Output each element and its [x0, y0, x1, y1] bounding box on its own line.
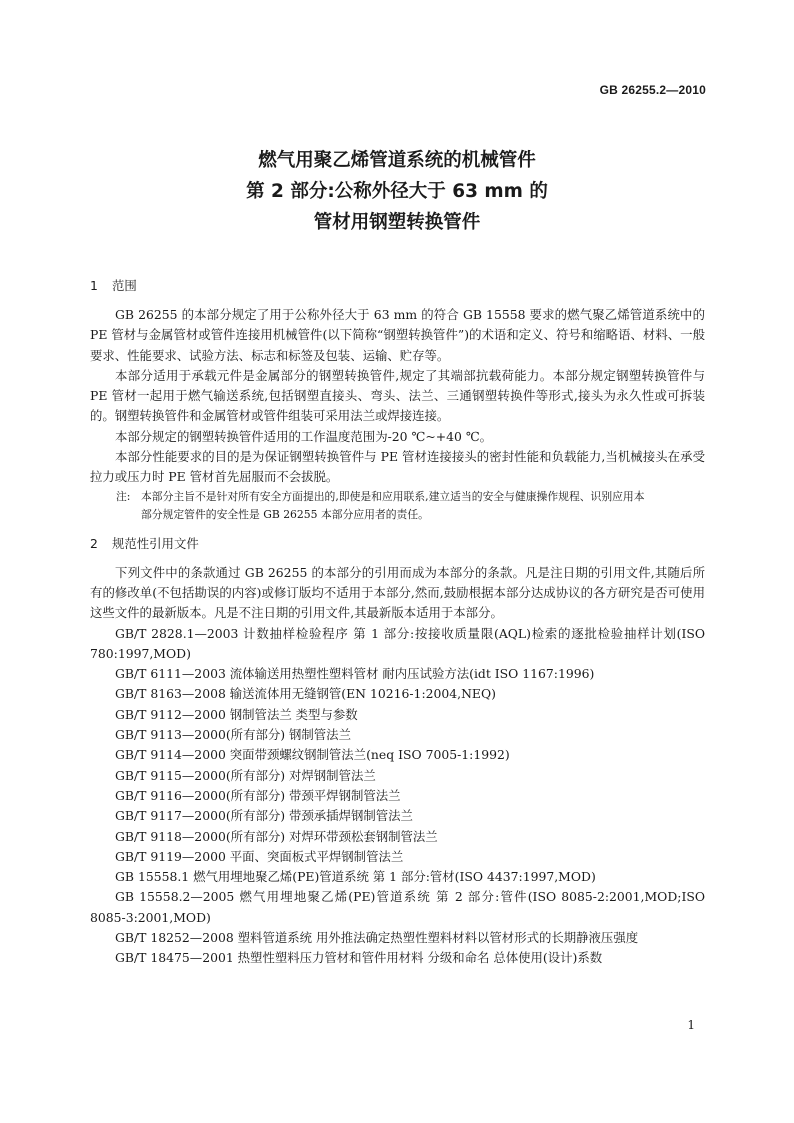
title-line-2: 第 2 部分:公称外径大于 63 mm 的	[246, 181, 548, 202]
scope-paragraph: 本部分规定的钢塑转换管件适用的工作温度范围为-20 ℃~+40 ℃。	[115, 428, 493, 444]
section-2-heading	[90, 534, 705, 554]
reference-item: GB/T 18252—2008 塑料管道系统 用外推法确定热塑性塑料材料以管材形式的长期静液压强度	[115, 930, 639, 946]
reference-item: GB/T 9113—2000(所有部分) 钢制管法兰	[115, 727, 351, 743]
reference-item: GB/T 2828.1—2003 计数抽样检验程序 第 1 部分:按接收质量限(AQL)检索的逐批检验抽样计划(ISO 780:1997,MOD)	[90, 625, 705, 661]
reference-item: GB/T 9114—2000 突面带颈螺纹钢制管法兰(neq ISO 7005-1:1992)	[115, 747, 510, 763]
reference-item: GB/T 9116—2000(所有部分) 带颈平焊钢制管法兰	[115, 787, 401, 803]
note-line-2: 部分规定管件的安全性是 GB 26255 本部分应用者的责任。	[141, 507, 429, 521]
scope-paragraph: 本部分性能要求的目的是为保证钢塑转换管件与 PE 管材连接接头的密封性能和负载能力,当机械接头在承受拉力或压力时 PE 管材首先屈服而不会拔脱。	[90, 449, 705, 485]
section-2-title: 规范性引用文件	[112, 535, 199, 551]
reference-item: GB/T 6111—2003 流体输送用热塑性塑料管材 耐内压试验方法(idt ISO 1167:1996)	[115, 666, 595, 682]
note-label: 注:	[116, 489, 131, 503]
reference-item: GB/T 9119—2000 平面、突面板式平焊钢制管法兰	[115, 848, 404, 864]
page-number: 1	[687, 1018, 695, 1032]
reference-item: GB/T 9118—2000(所有部分) 对焊环带颈松套钢制管法兰	[115, 828, 438, 844]
references-intro: 下列文件中的条款通过 GB 26255 的本部分的引用而成为本部分的条款。凡是注日期的引用文件,其随后所有的修改单(不包括勘误的内容)或修订版均不适用于本部分,然而,鼓励根据本部分达成协议的各方研究是否可使用这些文件的最新版本。凡是不注日期的引用文件,其最新版本适用于本部分。	[90, 564, 705, 621]
reference-item: GB/T 9117—2000(所有部分) 带颈承插焊钢制管法兰	[115, 808, 413, 824]
references-list	[90, 563, 705, 969]
reference-item: GB/T 9112—2000 钢制管法兰 类型与参数	[115, 706, 358, 722]
section-1-title: 范围	[112, 278, 137, 293]
reference-item: GB/T 18475—2001 热塑性塑料压力管材和管件用材料 分级和命名 总体使用(设计)系数	[115, 950, 603, 966]
standard-code: GB 26255.2—2010	[599, 83, 706, 97]
reference-item: GB/T 8163—2008 输送流体用无缝钢管(EN 10216-1:2004,NEQ)	[115, 686, 496, 702]
scope-paragraph: 本部分适用于承载元件是金属部分的钢塑转换管件,规定了其端部抗载荷能力。本部分规定钢塑转换管件与 PE 管材一起用于燃气输送系统,包括钢塑直接头、弯头、法兰、三通钢塑转换件等形式,接头为永久性或可拆装的。钢塑转换管件和金属管材或管件组装可采用法兰或焊接连接。	[90, 367, 705, 424]
document-title	[0, 145, 794, 238]
reference-item: GB 15558.2—2005 燃气用埋地聚乙烯(PE)管道系统 第 2 部分:管件(ISO 8085-2:2001,MOD;ISO 8085-3:2001,MOD)	[90, 889, 705, 925]
section-1-heading	[90, 276, 705, 296]
scope-paragraph: GB 26255 的本部分规定了用于公称外径大于 63 mm 的符合 GB 15558 要求的燃气聚乙烯管道系统中的 PE 管材与金属管材或管件连接用机械管件(以下简称“钢塑转换管件”)的术语和定义、符号和缩略语、材料、一般要求、性能要求、试验方法、标志和标签及包装、运输、贮存等。	[90, 307, 705, 363]
section-2-number: 2	[90, 535, 98, 551]
note-line-1: 本部分主旨不是针对所有安全方面提出的,即使是和应用联系,建立适当的安全与健康操作规程、识别应用本	[141, 489, 645, 503]
title-line-1: 燃气用聚乙烯管道系统的机械管件	[258, 150, 536, 171]
document-body	[90, 276, 705, 969]
reference-item: GB/T 9115—2000(所有部分) 对焊钢制管法兰	[115, 767, 376, 783]
title-line-3: 管材用钢塑转换管件	[313, 212, 481, 233]
scope-note	[116, 488, 705, 524]
reference-item: GB 15558.1 燃气用埋地聚乙烯(PE)管道系统 第 1 部分:管材(ISO 4437:1997,MOD)	[115, 869, 596, 885]
section-1-number: 1	[90, 278, 98, 293]
